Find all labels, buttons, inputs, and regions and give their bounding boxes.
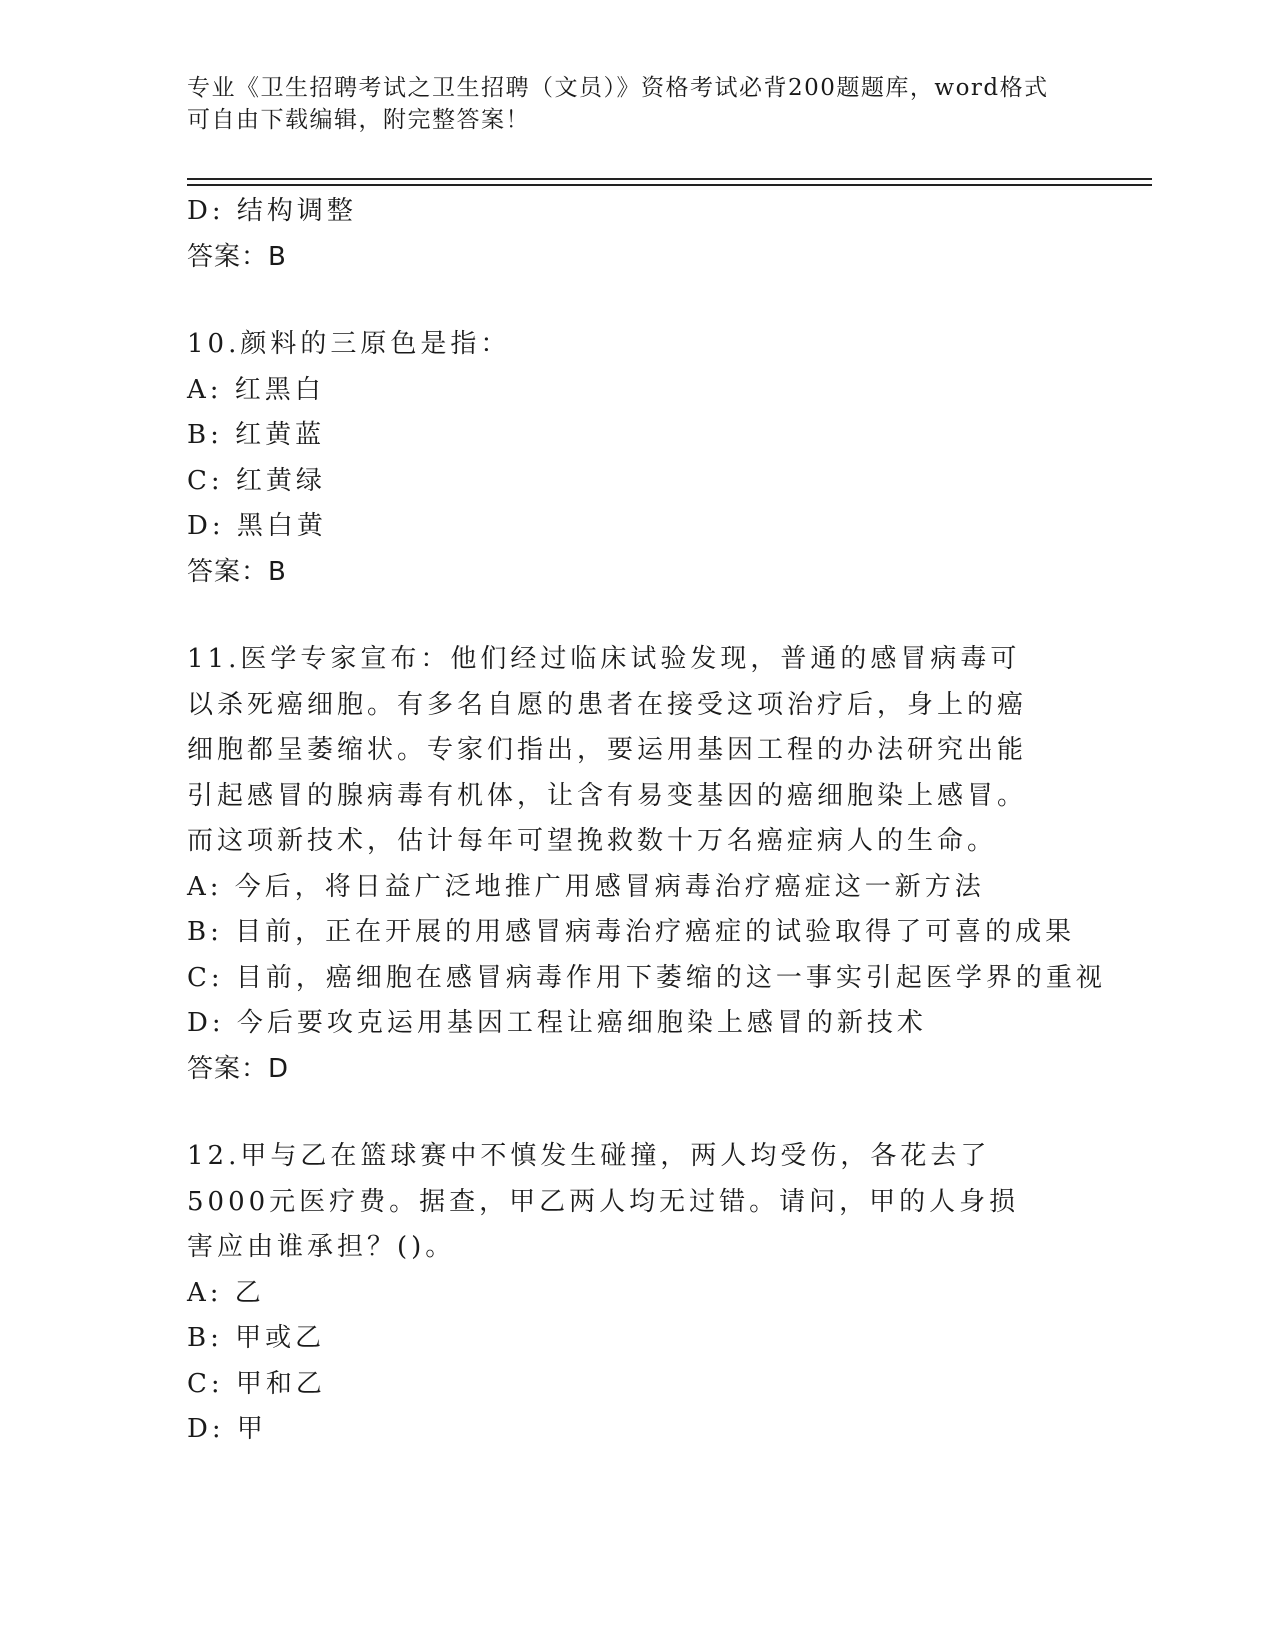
q11-option-a: A: 今后，将日益广泛地推广用感冒病毒治疗癌症这一新方法 bbox=[187, 871, 985, 902]
q11-answer: 答案：D bbox=[187, 1053, 290, 1084]
q12-option-d: D: 甲 bbox=[187, 1414, 267, 1444]
q10-answer: 答案：B bbox=[187, 556, 287, 587]
header-rule-top bbox=[187, 178, 1152, 180]
prev-option-d: D: 结构调整 bbox=[187, 196, 357, 226]
spacer bbox=[187, 595, 1087, 637]
q11-option-d: D: 今后要攻克运用基因工程让癌细胞染上感冒的新技术 bbox=[187, 1008, 927, 1038]
q11-option-b: B: 目前，正在开展的用感冒病毒治疗癌症的试验取得了可喜的成果 bbox=[187, 917, 1076, 947]
q12-stem: 12.甲与乙在篮球赛中不慎发生碰撞，两人均受伤，各花去了5000元医疗费。据查，甲乙两人均无过错。请问，甲的人身损害应由谁承担？()。 bbox=[187, 1141, 1020, 1262]
question-list bbox=[187, 189, 1106, 1453]
document-header: 专业《卫生招聘考试之卫生招聘（文员）》资格考试必背200题题库，word格式可自由下载编辑，附完整答案！ bbox=[187, 75, 1049, 133]
q12-option-c: C: 甲和乙 bbox=[187, 1368, 326, 1399]
q12-option-b: B: 甲或乙 bbox=[187, 1323, 326, 1353]
spacer bbox=[187, 1092, 1087, 1134]
q10-option-d: D: 黑白黄 bbox=[187, 511, 327, 541]
prev-answer: 答案：B bbox=[187, 241, 287, 272]
q12-option-a: A: 乙 bbox=[187, 1277, 265, 1308]
q10-option-b: B: 红黄蓝 bbox=[187, 420, 326, 450]
spacer bbox=[187, 280, 1087, 322]
q10-option-a: A: 红黑白 bbox=[187, 374, 325, 405]
q11-option-c: C: 目前，癌细胞在感冒病毒作用下萎缩的这一事实引起医学界的重视 bbox=[187, 962, 1106, 993]
q11-stem: 11.医学专家宣布：他们经过临床试验发现，普通的感冒病毒可以杀死癌细胞。有多名自愿的患者在接受这项治疗后，身上的癌细胞都呈萎缩状。专家们指出，要运用基因工程的办法研究出能引起感冒的腺病毒有机体，让含有易变基因的癌细胞染上感冒。而这项新技术，估计每年可望挽救数十万名癌症病人的生命。 bbox=[187, 644, 1028, 856]
header-rule-bottom bbox=[187, 184, 1152, 186]
q10-stem: 10.颜料的三原色是指： bbox=[187, 329, 511, 359]
q10-option-c: C: 红黄绿 bbox=[187, 465, 326, 496]
